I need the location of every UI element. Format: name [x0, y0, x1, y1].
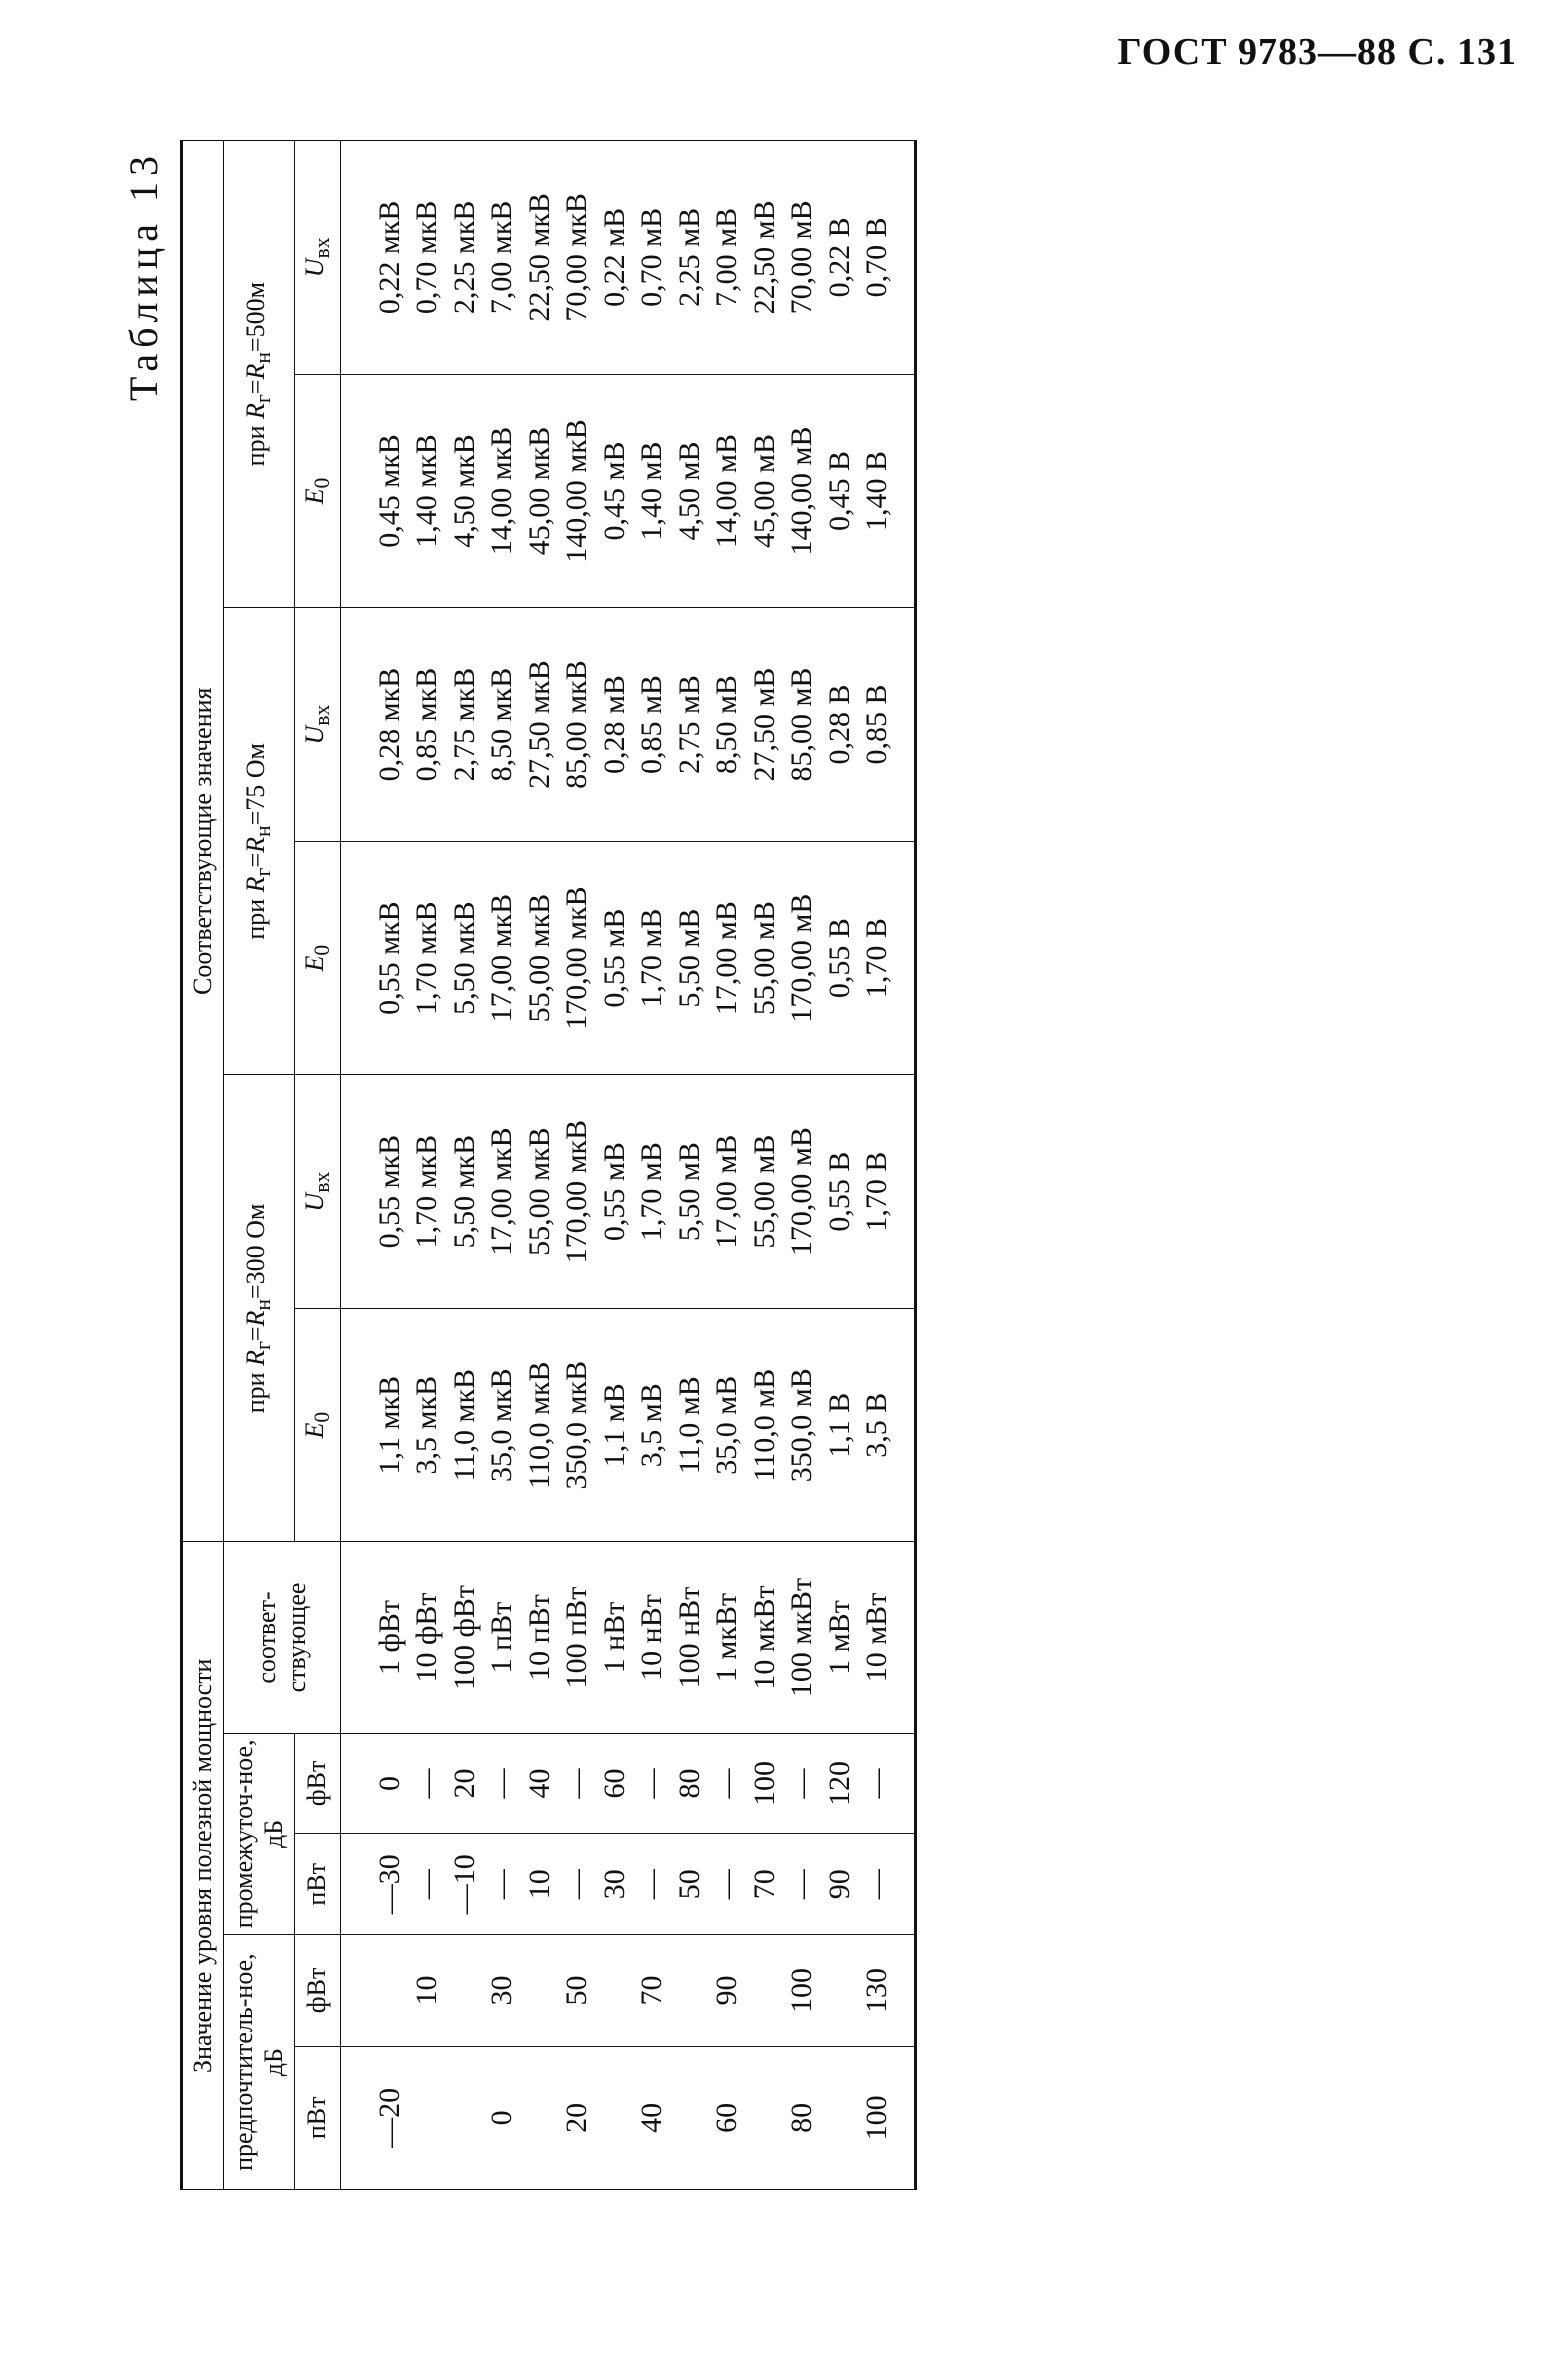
cell-int-fbt: 120 [821, 1733, 859, 1834]
cell-e0-75: 17,00 мВ [708, 841, 746, 1075]
cell-u-300: 17,00 мВ [708, 1075, 746, 1309]
cell-e0-75: 1,70 мВ [633, 841, 671, 1075]
cell-corr: 100 пВт [558, 1542, 596, 1733]
cell-pref-fbt: 70 [633, 1935, 671, 2046]
cell-e0-500: 45,00 мВ [746, 374, 784, 608]
table-row [708, 141, 746, 2190]
cell-int-pbt: — [558, 1834, 596, 1935]
cell-e0-75: 1,70 В [858, 841, 915, 1075]
cell-int-pbt: — [858, 1834, 915, 1935]
cell-u-75: 8,50 мкВ [483, 608, 521, 842]
cell-u-75: 85,00 мкВ [558, 608, 596, 842]
cell-e0-300: 11,0 мкВ [446, 1308, 484, 1542]
cell-e0-75: 0,55 мкВ [340, 841, 408, 1075]
cell-corr: 1 мкВт [708, 1542, 746, 1733]
cell-corr: 1 мВт [821, 1542, 859, 1733]
cell-pref-pbt [821, 2046, 859, 2189]
cell-u-75: 0,85 мкВ [408, 608, 446, 842]
cell-u-300: 170,00 мкВ [558, 1075, 596, 1309]
cell-e0-500: 140,00 мкВ [558, 374, 596, 608]
header-u-500: $U_{вх}$ [294, 141, 340, 375]
cell-u-300: 5,50 мВ [671, 1075, 709, 1309]
cell-pref-pbt: 80 [783, 2046, 821, 2189]
cell-int-pbt: — [783, 1834, 821, 1935]
cell-corr: 10 мВт [858, 1542, 915, 1733]
header-pref-pbt: пВт [294, 2046, 340, 2189]
cell-int-fbt: 100 [746, 1733, 784, 1834]
cell-pref-pbt: 20 [558, 2046, 596, 2189]
cell-u-500: 0,70 мкВ [408, 141, 446, 375]
cell-u-300: 1,70 мВ [633, 1075, 671, 1309]
cell-e0-500: 1,40 мВ [633, 374, 671, 608]
cell-e0-500: 4,50 мВ [671, 374, 709, 608]
cell-u-500: 0,70 В [858, 141, 915, 375]
cell-u-500: 70,00 мВ [783, 141, 821, 375]
cell-e0-300: 35,0 мВ [708, 1308, 746, 1542]
cell-pref-fbt [446, 1935, 484, 2046]
cell-e0-75: 55,00 мВ [746, 841, 784, 1075]
cell-pref-fbt: 30 [483, 1935, 521, 2046]
cell-corr: 10 нВт [633, 1542, 671, 1733]
cell-u-300: 170,00 мВ [783, 1075, 821, 1309]
data-table [180, 140, 917, 2190]
cell-u-300: 0,55 мВ [596, 1075, 634, 1309]
table-row [821, 141, 859, 2190]
cell-e0-75: 55,00 мкВ [521, 841, 559, 1075]
cell-pref-pbt: —20 [340, 2046, 408, 2189]
cell-u-75: 0,28 мВ [596, 608, 634, 842]
cell-u-500: 2,25 мВ [671, 141, 709, 375]
header-int-fbt: фВт [294, 1733, 340, 1834]
cell-e0-300: 3,5 В [858, 1308, 915, 1542]
table-row [483, 141, 521, 2190]
cell-e0-75: 0,55 мВ [596, 841, 634, 1075]
header-u-75: $U_{вх}$ [294, 608, 340, 842]
cell-pref-fbt: 100 [783, 1935, 821, 2046]
cell-int-pbt: — [633, 1834, 671, 1935]
table-row [558, 141, 596, 2190]
cell-corr: 1 пВт [483, 1542, 521, 1733]
cell-int-pbt: —10 [446, 1834, 484, 1935]
cell-u-500: 0,22 мВ [596, 141, 634, 375]
cell-e0-300: 1,1 мкВ [340, 1308, 408, 1542]
cell-u-300: 1,70 мкВ [408, 1075, 446, 1309]
cell-u-75: 0,28 мкВ [340, 608, 408, 842]
header-r75: при $R_г=R_н=75$ Ом [223, 608, 294, 1075]
cell-corr: 10 мкВт [746, 1542, 784, 1733]
cell-int-fbt: — [483, 1733, 521, 1834]
cell-u-75: 2,75 мВ [671, 608, 709, 842]
cell-pref-fbt: 90 [708, 1935, 746, 2046]
cell-corr: 10 пВт [521, 1542, 559, 1733]
table-row [340, 141, 408, 2190]
cell-u-300: 0,55 мкВ [340, 1075, 408, 1309]
header-u-300: $U_{вх}$ [294, 1075, 340, 1309]
cell-e0-75: 0,55 В [821, 841, 859, 1075]
cell-u-500: 2,25 мкВ [446, 141, 484, 375]
cell-u-75: 85,00 мВ [783, 608, 821, 842]
cell-e0-75: 1,70 мкВ [408, 841, 446, 1075]
cell-pref-pbt: 0 [483, 2046, 521, 2189]
cell-pref-pbt: 100 [858, 2046, 915, 2189]
cell-u-500: 0,22 В [821, 141, 859, 375]
cell-e0-300: 350,0 мВ [783, 1308, 821, 1542]
cell-int-pbt: 70 [746, 1834, 784, 1935]
cell-u-75: 0,85 мВ [633, 608, 671, 842]
cell-e0-300: 110,0 мкВ [521, 1308, 559, 1542]
cell-u-75: 27,50 мВ [746, 608, 784, 842]
cell-e0-300: 3,5 мкВ [408, 1308, 446, 1542]
cell-u-300: 1,70 В [858, 1075, 915, 1309]
cell-u-500: 22,50 мВ [746, 141, 784, 375]
cell-pref-pbt: 40 [633, 2046, 671, 2189]
header-corresponding: соответ-ствующее [223, 1542, 340, 1733]
cell-e0-300: 110,0 мВ [746, 1308, 784, 1542]
header-preferred: предпочтитель-ное, дБ [223, 1935, 294, 2190]
cell-int-pbt: 10 [521, 1834, 559, 1935]
table-row [746, 141, 784, 2190]
cell-int-pbt: 50 [671, 1834, 709, 1935]
cell-int-fbt: 80 [671, 1733, 709, 1834]
cell-pref-pbt [671, 2046, 709, 2189]
cell-int-fbt: 0 [340, 1733, 408, 1834]
header-corresponding-values: Соответствующие значения [182, 141, 224, 1542]
cell-u-75: 0,85 В [858, 608, 915, 842]
cell-pref-fbt: 130 [858, 1935, 915, 2046]
cell-pref-pbt [446, 2046, 484, 2189]
cell-e0-300: 350,0 мкВ [558, 1308, 596, 1542]
cell-corr: 100 мкВт [783, 1542, 821, 1733]
cell-pref-fbt [340, 1935, 408, 2046]
cell-u-500: 0,22 мкВ [340, 141, 408, 375]
cell-u-500: 7,00 мкВ [483, 141, 521, 375]
rotated-table-block [120, 140, 1500, 2190]
cell-pref-fbt [746, 1935, 784, 2046]
page-header: ГОСТ 9783—88 С. 131 [1117, 31, 1517, 73]
cell-pref-pbt: 60 [708, 2046, 746, 2189]
cell-e0-500: 4,50 мкВ [446, 374, 484, 608]
cell-int-fbt: 40 [521, 1733, 559, 1834]
cell-pref-pbt [596, 2046, 634, 2189]
cell-int-fbt: 20 [446, 1733, 484, 1834]
table-row [408, 141, 446, 2190]
cell-e0-300: 1,1 В [821, 1308, 859, 1542]
cell-int-fbt: — [858, 1733, 915, 1834]
table-row [521, 141, 559, 2190]
cell-e0-75: 5,50 мВ [671, 841, 709, 1075]
header-intermediate: промежуточ-ное, дБ [223, 1733, 294, 1935]
cell-u-75: 27,50 мкВ [521, 608, 559, 842]
cell-u-300: 5,50 мкВ [446, 1075, 484, 1309]
cell-pref-pbt [408, 2046, 446, 2189]
cell-pref-fbt: 10 [408, 1935, 446, 2046]
cell-int-pbt: —30 [340, 1834, 408, 1935]
cell-u-75: 0,28 В [821, 608, 859, 842]
cell-int-fbt: 60 [596, 1733, 634, 1834]
cell-e0-300: 35,0 мкВ [483, 1308, 521, 1542]
cell-int-pbt: — [708, 1834, 746, 1935]
cell-e0-300: 1,1 мВ [596, 1308, 634, 1542]
cell-e0-500: 0,45 мВ [596, 374, 634, 608]
cell-corr: 1 фВт [340, 1542, 408, 1733]
cell-corr: 1 нВт [596, 1542, 634, 1733]
table-body [340, 141, 915, 2190]
cell-u-500: 22,50 мкВ [521, 141, 559, 375]
cell-e0-75: 5,50 мкВ [446, 841, 484, 1075]
header-r500: при $R_г=R_н=500м$ [223, 141, 294, 608]
cell-e0-500: 0,45 мкВ [340, 374, 408, 608]
cell-pref-pbt [521, 2046, 559, 2189]
cell-u-500: 0,70 мВ [633, 141, 671, 375]
cell-pref-fbt [671, 1935, 709, 2046]
cell-e0-500: 1,40 мкВ [408, 374, 446, 608]
table-row [633, 141, 671, 2190]
cell-int-fbt: — [558, 1733, 596, 1834]
table-row [858, 141, 915, 2190]
cell-pref-fbt [521, 1935, 559, 2046]
table-row [671, 141, 709, 2190]
header-pref-fbt: фВт [294, 1935, 340, 2046]
cell-e0-500: 140,00 мВ [783, 374, 821, 608]
cell-int-pbt: — [483, 1834, 521, 1935]
header-int-pbt: пВт [294, 1834, 340, 1935]
cell-u-500: 7,00 мВ [708, 141, 746, 375]
cell-int-fbt: — [408, 1733, 446, 1834]
header-e0-75: $E_0$ [294, 841, 340, 1075]
cell-e0-75: 170,00 мВ [783, 841, 821, 1075]
table-title: Таблица 13 [121, 150, 166, 402]
cell-corr: 100 фВт [446, 1542, 484, 1733]
cell-int-pbt: — [408, 1834, 446, 1935]
cell-e0-500: 0,45 В [821, 374, 859, 608]
cell-pref-fbt [596, 1935, 634, 2046]
cell-e0-300: 11,0 мВ [671, 1308, 709, 1542]
cell-int-fbt: — [708, 1733, 746, 1834]
cell-corr: 100 нВт [671, 1542, 709, 1733]
cell-e0-75: 17,00 мкВ [483, 841, 521, 1075]
cell-pref-fbt: 50 [558, 1935, 596, 2046]
cell-u-300: 17,00 мкВ [483, 1075, 521, 1309]
cell-pref-fbt [821, 1935, 859, 2046]
cell-corr: 10 фВт [408, 1542, 446, 1733]
cell-e0-500: 14,00 мкВ [483, 374, 521, 608]
cell-e0-500: 45,00 мкВ [521, 374, 559, 608]
table-row [446, 141, 484, 2190]
header-e0-500: $E_0$ [294, 374, 340, 608]
cell-e0-500: 1,40 В [858, 374, 915, 608]
cell-u-300: 55,00 мкВ [521, 1075, 559, 1309]
header-power-level: Значение уровня полезной мощности [182, 1542, 224, 2190]
cell-e0-75: 170,00 мкВ [558, 841, 596, 1075]
cell-e0-300: 3,5 мВ [633, 1308, 671, 1542]
cell-u-75: 2,75 мкВ [446, 608, 484, 842]
cell-int-fbt: — [783, 1733, 821, 1834]
header-e0-300: $E_0$ [294, 1308, 340, 1542]
cell-u-75: 8,50 мВ [708, 608, 746, 842]
cell-int-pbt: 30 [596, 1834, 634, 1935]
cell-u-500: 70,00 мкВ [558, 141, 596, 375]
cell-u-300: 0,55 В [821, 1075, 859, 1309]
cell-u-300: 55,00 мВ [746, 1075, 784, 1309]
cell-e0-500: 14,00 мВ [708, 374, 746, 608]
table-row [596, 141, 634, 2190]
cell-int-pbt: 90 [821, 1834, 859, 1935]
cell-int-fbt: — [633, 1733, 671, 1834]
header-r300: при $R_г=R_н=300$ Ом [223, 1075, 294, 1542]
cell-pref-pbt [746, 2046, 784, 2189]
table-row [783, 141, 821, 2190]
